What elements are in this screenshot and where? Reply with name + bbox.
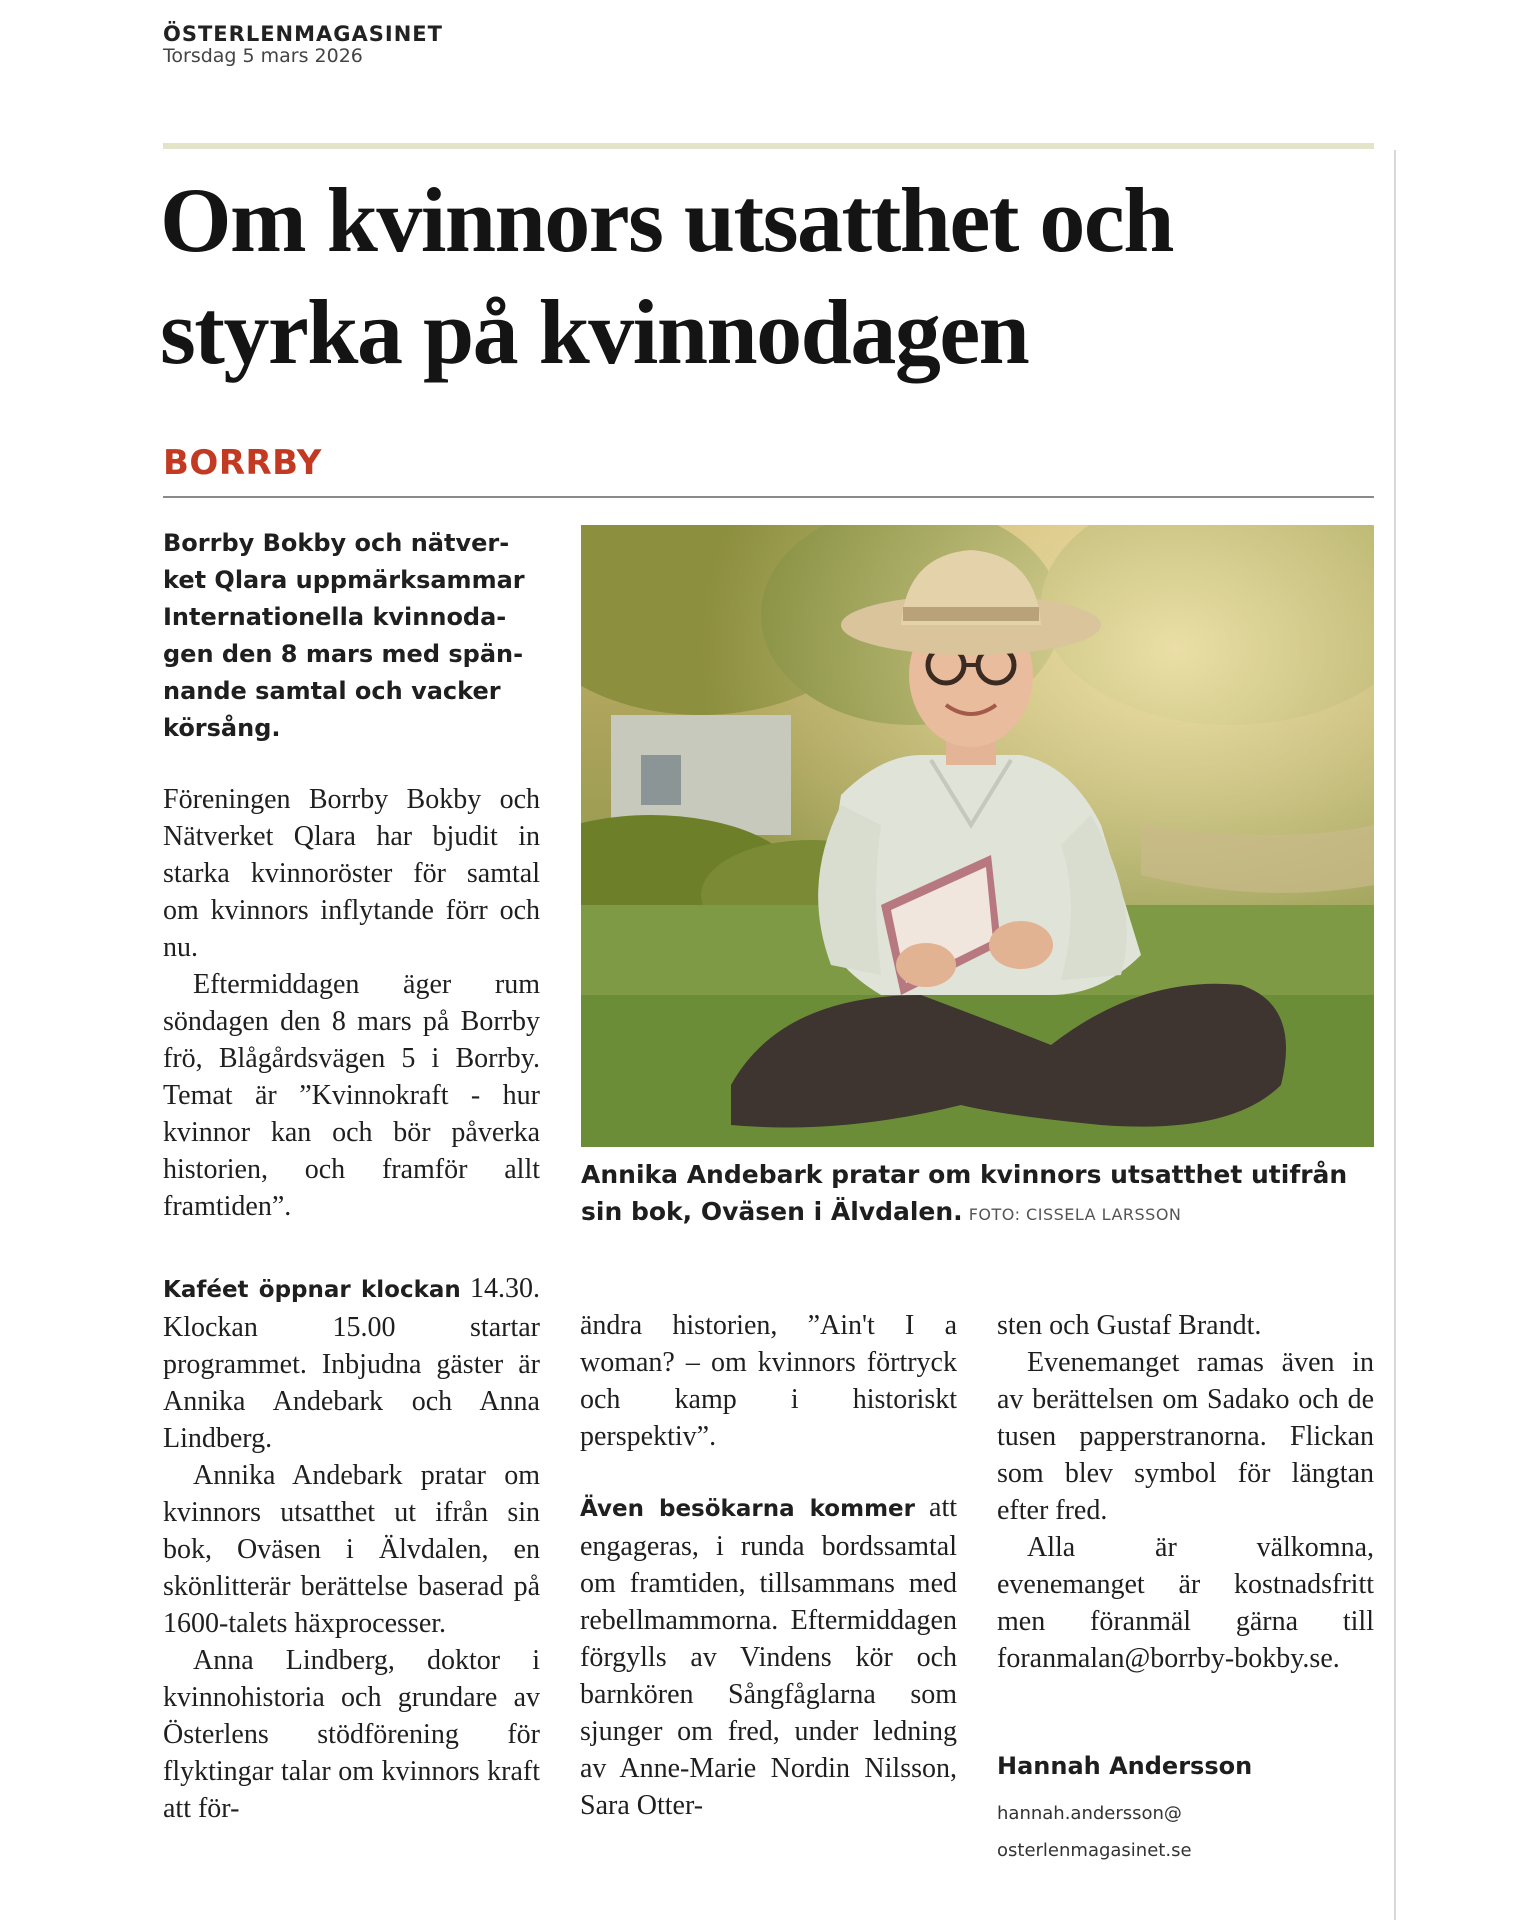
body-paragraph: ändra historien, ”Ain't I a woman? – om kvinnors förtryck och kamp i historiskt perspektiv”. xyxy=(580,1310,957,1452)
email-line-2: osterlenmagasinet.se xyxy=(997,1840,1192,1861)
caption-text: Annika Andebark pratar om kvinnors utsatthet utifrån sin bok, Oväsen i Älvdalen. xyxy=(581,1160,1348,1226)
body-paragraph: Kaféet öppnar klockan 14.30. Klockan 15.00 startar programmet. Inbjudna gäster är Annika Andebark och Anna Lindberg. xyxy=(163,1273,540,1454)
email-line-1: hannah.andersson@ xyxy=(997,1803,1182,1824)
author-email[interactable] xyxy=(997,1795,1374,1869)
photo-caption xyxy=(581,1156,1381,1233)
top-rule xyxy=(163,143,1374,149)
body-paragraph: Alla är välkomna, evenemanget är kostnadsfritt men föranmäl gärna till foranmalan@borrby-bokby.se. xyxy=(997,1532,1374,1674)
author-byline: Hannah Andersson xyxy=(997,1752,1253,1780)
publication-name: ÖSTERLENMAGASINET xyxy=(163,22,443,46)
article-photo xyxy=(581,525,1374,1147)
body-paragraph: Annika Andebark pratar om kvinnors utsatthet ut ifrån sin bok, Oväsen i Älvdalen, en skönlitterär berättelse baserad på 1600-talets häxprocesser. xyxy=(163,1460,540,1639)
article-headline xyxy=(160,164,1390,388)
article-ingress: Borrby Bokby och nätver-ket Qlara uppmärksammar Internationella kvinnoda-gen den 8 mars med spän-nande samtal och vacker körsång. xyxy=(163,529,525,742)
body-paragraph: Anna Lindberg, doktor i kvinnohistoria och grundare av Österlens stödförening för flyktingar talar om kvinnors kraft att för- xyxy=(163,1645,540,1824)
run-in-heading: Även besökarna kommer xyxy=(580,1496,915,1522)
body-column-1 xyxy=(163,1270,540,1827)
kicker-rule xyxy=(163,496,1374,498)
location-kicker: BORRBY xyxy=(163,443,322,483)
body-paragraph: Även besökarna kommer att engageras, i runda bordssamtal om framtiden, tillsammans med rebellmammorna. Eftermiddagen förgylls av Vindens kör och barnkören Sångfåglarna som sjunger om fred, under ledning av Anne-Marie Nordin Nilsson, Sara Otter- xyxy=(580,1492,957,1821)
portrait-illustration xyxy=(581,525,1374,1147)
issue-date: Torsdag 5 mars 2026 xyxy=(163,45,363,67)
body-column-3 xyxy=(997,1307,1374,1677)
body-paragraph: Evenemanget ramas även in av berättelsen om Sadako och de tusen papperstranorna. Flickan som blev symbol för längtan efter fred. xyxy=(997,1347,1374,1526)
body-column-2 xyxy=(580,1307,957,1824)
photo-credit: FOTO: CISSELA LARSSON xyxy=(968,1205,1182,1224)
body-paragraph: Eftermiddagen äger rum söndagen den 8 mars på Borrby frö, Blågårdsvägen 5 i Borrby. Temat är ”Kvinnokraft - hur kvinnor kan och bör påverka historien, och framför allt framtiden”. xyxy=(163,969,540,1222)
run-in-heading: Kaféet öppnar klockan xyxy=(163,1277,461,1303)
intro-column xyxy=(163,525,540,1225)
page-right-rule xyxy=(1394,150,1396,1920)
headline-line-1: Om kvinnors utsatthet och xyxy=(160,169,1173,271)
body-paragraph: sten och Gustaf Brandt. xyxy=(997,1310,1262,1341)
headline-line-2: styrka på kvinnodagen xyxy=(160,281,1029,383)
body-paragraph: Föreningen Borrby Bokby och Nätverket Qlara har bjudit in starka kvinnoröster för samtal om kvinnors inflytande förr och nu. xyxy=(163,784,540,963)
